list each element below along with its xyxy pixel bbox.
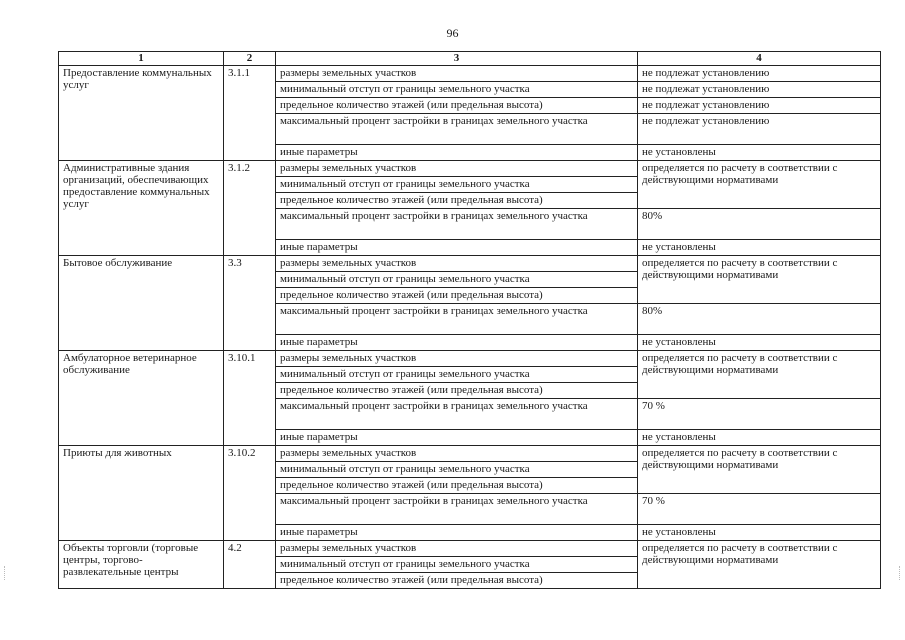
- table-row: [59, 446, 881, 462]
- param-name: иные параметры: [276, 240, 638, 256]
- param-value: определяется по расчету в соответствии с действующими нормативами: [638, 541, 881, 589]
- header-col-4: 4: [638, 52, 881, 66]
- param-value: не установлены: [638, 525, 881, 541]
- header-row: [59, 52, 881, 66]
- param-name: предельное количество этажей (или предельная высота): [276, 478, 638, 494]
- param-name: предельное количество этажей (или предельная высота): [276, 383, 638, 399]
- header-col-2: 2: [224, 52, 276, 66]
- use-code: 3.3: [224, 256, 276, 351]
- header-col-1: 1: [59, 52, 224, 66]
- param-name: размеры земельных участков: [276, 256, 638, 272]
- left-margin-mark: [4, 566, 6, 580]
- use-name: Бытовое обслуживание: [59, 256, 224, 351]
- use-name: Административные здания организаций, обеспечивающих предоставление коммунальных услуг: [59, 161, 224, 256]
- use-name: Предоставление коммунальных услуг: [59, 66, 224, 161]
- use-code: 3.10.2: [224, 446, 276, 541]
- use-code: 3.10.1: [224, 351, 276, 446]
- param-name: иные параметры: [276, 430, 638, 446]
- param-value: не установлены: [638, 145, 881, 161]
- param-name: минимальный отступ от границы земельного участка: [276, 82, 638, 98]
- param-value: 70 %: [638, 494, 881, 525]
- header-col-3: 3: [276, 52, 638, 66]
- use-name: Приюты для животных: [59, 446, 224, 541]
- use-code: 3.1.1: [224, 66, 276, 161]
- land-use-parameters-table: [58, 51, 881, 589]
- param-name: предельное количество этажей (или предельная высота): [276, 573, 638, 589]
- param-value: не подлежат установлению: [638, 66, 881, 82]
- right-margin-mark: [899, 566, 901, 580]
- param-name: иные параметры: [276, 525, 638, 541]
- param-value: не установлены: [638, 335, 881, 351]
- param-name: размеры земельных участков: [276, 541, 638, 557]
- param-value: 70 %: [638, 399, 881, 430]
- param-name: размеры земельных участков: [276, 66, 638, 82]
- table-row: [59, 351, 881, 367]
- param-value: 80%: [638, 304, 881, 335]
- param-value: определяется по расчету в соответствии с действующими нормативами: [638, 256, 881, 304]
- param-value: не подлежат установлению: [638, 114, 881, 145]
- param-value: определяется по расчету в соответствии с действующими нормативами: [638, 161, 881, 209]
- param-name: максимальный процент застройки в границах земельного участка: [276, 304, 638, 335]
- param-value: не установлены: [638, 240, 881, 256]
- use-code: 4.2: [224, 541, 276, 589]
- param-name: минимальный отступ от границы земельного участка: [276, 367, 638, 383]
- use-name: Амбулаторное ветеринарное обслуживание: [59, 351, 224, 446]
- param-name: предельное количество этажей (или предельная высота): [276, 98, 638, 114]
- param-name: минимальный отступ от границы земельного участка: [276, 557, 638, 573]
- param-name: максимальный процент застройки в границах земельного участка: [276, 114, 638, 145]
- param-value: 80%: [638, 209, 881, 240]
- param-name: максимальный процент застройки в границах земельного участка: [276, 399, 638, 430]
- param-name: максимальный процент застройки в границах земельного участка: [276, 494, 638, 525]
- param-name: иные параметры: [276, 145, 638, 161]
- param-name: размеры земельных участков: [276, 351, 638, 367]
- param-value: определяется по расчету в соответствии с действующими нормативами: [638, 351, 881, 399]
- use-code: 3.1.2: [224, 161, 276, 256]
- param-name: минимальный отступ от границы земельного участка: [276, 272, 638, 288]
- param-name: максимальный процент застройки в границах земельного участка: [276, 209, 638, 240]
- table-row: [59, 541, 881, 557]
- param-value: определяется по расчету в соответствии с действующими нормативами: [638, 446, 881, 494]
- table-row: [59, 161, 881, 177]
- param-name: размеры земельных участков: [276, 161, 638, 177]
- param-name: размеры земельных участков: [276, 446, 638, 462]
- param-name: минимальный отступ от границы земельного участка: [276, 462, 638, 478]
- param-value: не установлены: [638, 430, 881, 446]
- param-value: не подлежат установлению: [638, 82, 881, 98]
- param-name: иные параметры: [276, 335, 638, 351]
- table-row: [59, 256, 881, 272]
- param-name: предельное количество этажей (или предельная высота): [276, 193, 638, 209]
- param-name: предельное количество этажей (или предельная высота): [276, 288, 638, 304]
- table-row: [59, 66, 881, 82]
- param-value: не подлежат установлению: [638, 98, 881, 114]
- page-number: 96: [446, 26, 459, 40]
- param-name: минимальный отступ от границы земельного участка: [276, 177, 638, 193]
- use-name: Объекты торговли (торговые центры, торгово-развлекательные центры: [59, 541, 224, 589]
